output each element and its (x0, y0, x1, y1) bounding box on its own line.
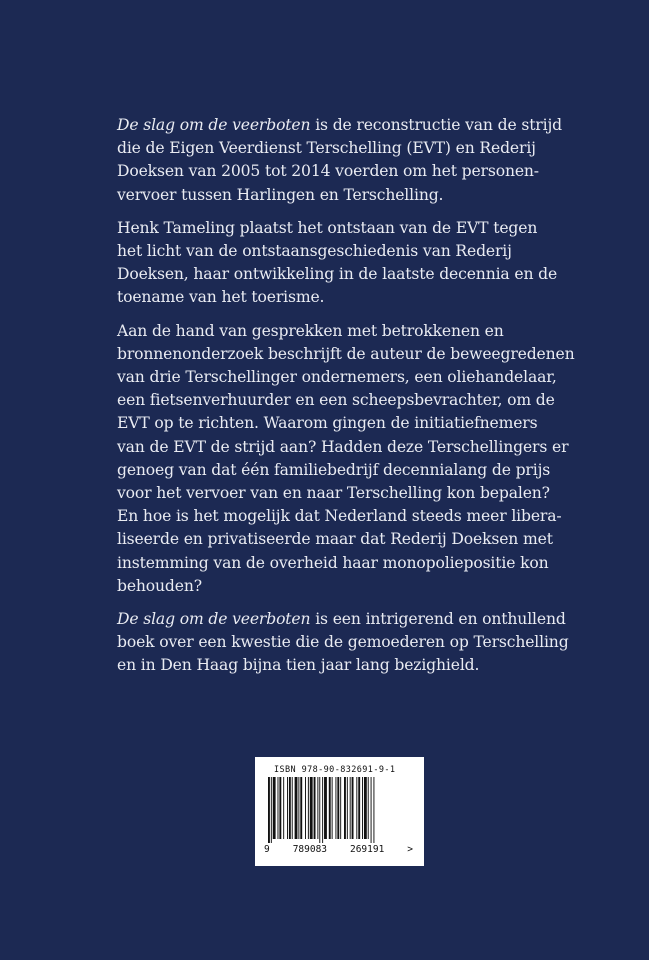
barcode-bar (362, 777, 363, 839)
blurb-paragraph-1 (117, 114, 562, 207)
text-line: het licht van de ontstaansgeschiedenis van Rederij (117, 242, 512, 261)
barcode-bar (350, 777, 351, 839)
barcode-bar (289, 777, 291, 839)
barcode-bar (273, 777, 276, 839)
barcode-bar (317, 777, 318, 839)
text-line: Aan de hand van gesprekken met betrokkenen en (117, 321, 504, 340)
barcode-bar (337, 777, 339, 839)
barcode-bar (279, 777, 281, 839)
barcode-bar (358, 777, 360, 839)
barcode-bar (352, 777, 354, 839)
text-line: die de Eigen Veerdienst Terschelling (EVT) en Rederij (117, 139, 536, 158)
barcode-bar (305, 777, 306, 839)
text-line: De slag om de veerboten is een intrigerend en onthullend (117, 610, 566, 629)
text-line: Doeksen van 2005 tot 2014 voerden om het personen- (117, 162, 539, 181)
barcode-bar (314, 777, 316, 839)
text-line: toename van het toerisme. (117, 288, 325, 307)
barcode-bar (356, 777, 357, 839)
barcode-bar (295, 777, 298, 839)
text-line: Henk Tameling plaatst het ontstaan van de EVT tegen (117, 218, 538, 237)
barcode-bar (271, 777, 272, 843)
barcode-digit-group-1: 789083 (292, 844, 328, 855)
barcode-bar (292, 777, 293, 839)
text-line: een fietsenverhuurder en een scheepsbevrachter, om de (117, 391, 555, 410)
blurb-paragraph-3 (117, 320, 575, 598)
barcode-bar (278, 777, 279, 839)
text-line: genoeg van dat één familiebedrijf decennialang de prijs (117, 460, 551, 479)
isbn-label: ISBN 978-90-832691-9-1 (274, 765, 396, 775)
barcode-bar (368, 777, 369, 839)
barcode-bar (308, 777, 309, 839)
barcode-bar (322, 777, 323, 843)
barcode-bar (335, 777, 336, 839)
text-line: vervoer tussen Harlingen en Terschelling. (117, 185, 444, 204)
barcode-bar (347, 777, 348, 839)
isbn-barcode (255, 757, 424, 866)
barcode-bar (283, 777, 284, 839)
text-line: En hoe is het mogelijk dat Nederland steeds meer libera- (117, 507, 562, 526)
barcode-digits (264, 844, 415, 855)
barcode-bar (329, 777, 331, 839)
barcode-bar (298, 777, 299, 839)
blurb-paragraph-2 (117, 217, 558, 310)
text-line: van drie Terschellinger ondernemers, een oliehandelaar, (117, 368, 557, 387)
barcode-bar (287, 777, 288, 839)
text-line: voor het vervoer van en naar Terschelling kon bepalen? (117, 484, 550, 503)
blurb-paragraph-4 (117, 608, 569, 678)
book-title: De slag om de veerboten (117, 610, 311, 629)
barcode-bar (300, 777, 302, 839)
text-line: Doeksen, haar ontwikkeling in de laatste decennia en de (117, 265, 558, 284)
barcode-bar (332, 777, 333, 839)
book-title: De slag om de veerboten (117, 116, 311, 134)
text-line: liseerde en privatiseerde maar dat Rederij Doeksen met (117, 530, 553, 549)
barcode-digit-group-2: 269191 (349, 844, 385, 855)
barcode-bar (344, 777, 346, 839)
back-cover-blurb (117, 114, 575, 688)
barcode-bar (340, 777, 341, 839)
text-line: instemming van de overheid haar monopoliepositie kon (117, 553, 549, 572)
barcode-bar (310, 777, 313, 839)
barcode-bar (324, 777, 327, 839)
barcode-bar (364, 777, 367, 839)
barcode-bar (319, 777, 320, 843)
text-line: bronnenonderzoek beschrijft de auteur de beweegredenen (117, 344, 575, 363)
text-line: behouden? (117, 576, 202, 595)
text-line: EVT op te richten. Waarom gingen de initiatiefnemers (117, 414, 538, 433)
text-line: en in Den Haag bijna tien jaar lang bezighield. (117, 656, 480, 675)
text-line: boek over een kwestie die de gemoederen op Terschelling (117, 633, 569, 652)
barcode-bar (268, 777, 270, 843)
text-line: De slag om de veerboten is de reconstructie van de strijd (117, 116, 562, 134)
barcode-bar (371, 777, 372, 843)
barcode-bar (373, 777, 374, 843)
barcode-arrow: > (407, 844, 413, 855)
text-line: van de EVT de strijd aan? Hadden deze Terschellingers er (117, 437, 569, 456)
barcode-digit-lead: 9 (264, 844, 270, 855)
barcode-bars (264, 777, 415, 843)
